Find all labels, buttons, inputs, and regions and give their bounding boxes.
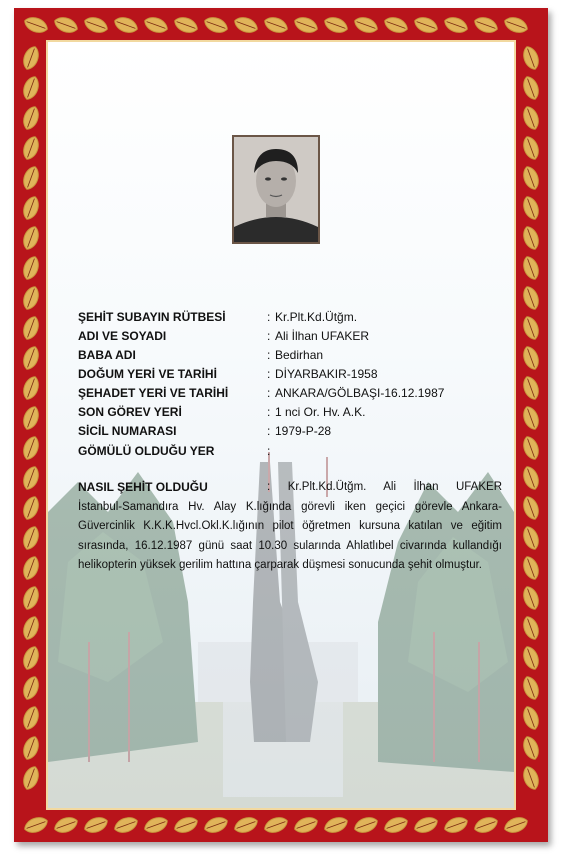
- leaf-ornament: [382, 815, 409, 836]
- leaf-ornament: [21, 254, 42, 281]
- leaf-ornament: [292, 815, 319, 836]
- leaf-ornament: [232, 815, 259, 836]
- memorial-card: [14, 8, 548, 842]
- leaf-ornament: [521, 434, 542, 461]
- info-label: ŞEHİT SUBAYIN RÜTBESİ: [78, 310, 226, 324]
- leaf-ornament: [502, 15, 529, 36]
- leaf-ornament: [521, 644, 542, 671]
- leaf-ornament: [521, 524, 542, 551]
- colon: :: [267, 444, 271, 458]
- leaf-ornament: [521, 44, 542, 71]
- leaf-ornament: [521, 464, 542, 491]
- leaf-ornament: [521, 194, 542, 221]
- leaf-ornament: [21, 434, 42, 461]
- leaf-ornament: [21, 224, 42, 251]
- info-row: [78, 424, 498, 441]
- leaf-ornament: [521, 164, 542, 191]
- info-row: [78, 367, 498, 384]
- leaf-ornament: [521, 674, 542, 701]
- leaf-ornament: [521, 494, 542, 521]
- colon: :: [267, 348, 271, 362]
- leaf-ornament: [172, 815, 199, 836]
- leaf-ornament: [22, 815, 49, 836]
- info-label: ŞEHADET YERİ VE TARİHİ: [78, 386, 229, 400]
- leaf-ornament: [202, 815, 229, 836]
- colon: :: [267, 405, 271, 419]
- colon: :: [267, 386, 271, 400]
- info-value: Kr.Plt.Kd.Ütğm.: [275, 310, 358, 324]
- leaf-ornament: [21, 404, 42, 431]
- colon: :: [267, 481, 271, 493]
- leaf-ornament: [21, 614, 42, 641]
- info-row: [78, 386, 498, 403]
- leaf-ornament: [112, 15, 139, 36]
- leaf-ornament: [21, 44, 42, 71]
- leaf-ornament: [262, 815, 289, 836]
- leaf-ornament: [142, 815, 169, 836]
- info-value: DİYARBAKIR-1958: [275, 367, 378, 381]
- leaf-ornament: [521, 284, 542, 311]
- info-value: 1 nci Or. Hv. A.K.: [275, 405, 366, 419]
- leaf-ornament: [22, 15, 49, 36]
- leaf-ornament: [21, 674, 42, 701]
- leaf-ornament: [21, 704, 42, 731]
- info-row: [78, 310, 498, 327]
- leaf-ornament: [352, 815, 379, 836]
- leaf-ornament: [21, 134, 42, 161]
- info-label: SİCİL NUMARASI: [78, 424, 177, 438]
- leaf-ornament: [472, 15, 499, 36]
- leaf-ornament: [292, 15, 319, 36]
- leaf-ornament: [172, 15, 199, 36]
- leaf-ornament: [21, 464, 42, 491]
- colon: :: [267, 310, 271, 324]
- leaf-ornament: [21, 344, 42, 371]
- info-label: SON GÖREV YERİ: [78, 405, 182, 419]
- leaf-ornament: [521, 374, 542, 401]
- leaf-ornament: [322, 815, 349, 836]
- colon: :: [267, 329, 271, 343]
- leaf-ornament: [521, 764, 542, 791]
- leaf-ornament: [521, 254, 542, 281]
- portrait-image: [234, 137, 318, 242]
- leaf-ornament: [322, 15, 349, 36]
- info-row: [78, 444, 498, 461]
- leaf-ornament: [502, 815, 529, 836]
- card-content: [48, 42, 514, 808]
- leaf-ornament: [521, 104, 542, 131]
- leaf-ornament: [521, 314, 542, 341]
- leaf-ornament: [472, 815, 499, 836]
- leaf-ornament: [521, 404, 542, 431]
- how-martyred-text: İstanbul-Samandıra Hv. Alay K.lığında görevli iken geçici görevle Ankara-Güvercinlik K.K.K.Hvcl.Okl.K.lığının pilot öğretmen kursuna katılan ve eğitim sırasında, 16.12.1987 günü saat 10.30 sularında Ahlatlıbel civarında kullandığı helikopterin yüksek gerilim hattına çarparak düşmesi sonucunda şehit olmuştur.: [78, 500, 502, 571]
- info-label: ADI VE SOYADI: [78, 329, 167, 343]
- leaf-ornament: [142, 15, 169, 36]
- leaf-ornament: [21, 554, 42, 581]
- how-martyred-label: NASIL ŞEHİT OLDUĞU: [78, 480, 208, 494]
- leaf-ornament: [442, 15, 469, 36]
- leaf-ornament: [382, 15, 409, 36]
- colon: :: [267, 424, 271, 438]
- leaf-ornament: [352, 15, 379, 36]
- leaf-ornament: [521, 74, 542, 101]
- leaf-ornament: [21, 164, 42, 191]
- info-label: BABA ADI: [78, 348, 136, 362]
- leaf-ornament: [21, 194, 42, 221]
- leaf-ornament: [21, 314, 42, 341]
- leaf-ornament: [82, 815, 109, 836]
- info-value: Ali İlhan UFAKER: [275, 329, 370, 343]
- leaf-ornament: [21, 584, 42, 611]
- leaf-ornament: [52, 815, 79, 836]
- leaf-ornament: [112, 815, 139, 836]
- info-value: Bedirhan: [275, 348, 324, 362]
- how-martyred-first-line: Kr.Plt.Kd.Ütğm. Ali İlhan UFAKER: [287, 481, 502, 493]
- portrait-photo: [232, 135, 320, 244]
- leaf-ornament: [521, 614, 542, 641]
- leaf-ornament: [521, 734, 542, 761]
- leaf-ornament: [21, 644, 42, 671]
- leaf-ornament: [21, 524, 42, 551]
- leaf-ornament: [521, 554, 542, 581]
- leaf-ornament: [412, 815, 439, 836]
- leaf-ornament: [21, 284, 42, 311]
- leaf-ornament: [521, 224, 542, 251]
- info-row: [78, 348, 498, 365]
- info-value: ANKARA/GÖLBAŞI-16.12.1987: [275, 386, 445, 400]
- info-label: DOĞUM YERİ VE TARİHİ: [78, 367, 217, 381]
- leaf-ornament: [202, 15, 229, 36]
- info-value: 1979-P-28: [275, 424, 332, 438]
- info-row: [78, 405, 498, 422]
- colon: :: [267, 367, 271, 381]
- leaf-ornament: [412, 15, 439, 36]
- leaf-ornament: [232, 15, 259, 36]
- leaf-ornament: [82, 15, 109, 36]
- leaf-ornament: [21, 764, 42, 791]
- info-label: GÖMÜLÜ OLDUĞU YER: [78, 444, 215, 458]
- leaf-ornament: [521, 344, 542, 371]
- leaf-ornament: [21, 104, 42, 131]
- leaf-ornament: [521, 134, 542, 161]
- info-row: [78, 329, 498, 346]
- leaf-ornament: [21, 494, 42, 521]
- leaf-ornament: [21, 734, 42, 761]
- leaf-ornament: [521, 704, 542, 731]
- how-martyred-section: [78, 478, 502, 576]
- leaf-ornament: [52, 15, 79, 36]
- leaf-ornament: [21, 74, 42, 101]
- leaf-ornament: [521, 584, 542, 611]
- leaf-ornament: [442, 815, 469, 836]
- leaf-ornament: [21, 374, 42, 401]
- leaf-ornament: [262, 15, 289, 36]
